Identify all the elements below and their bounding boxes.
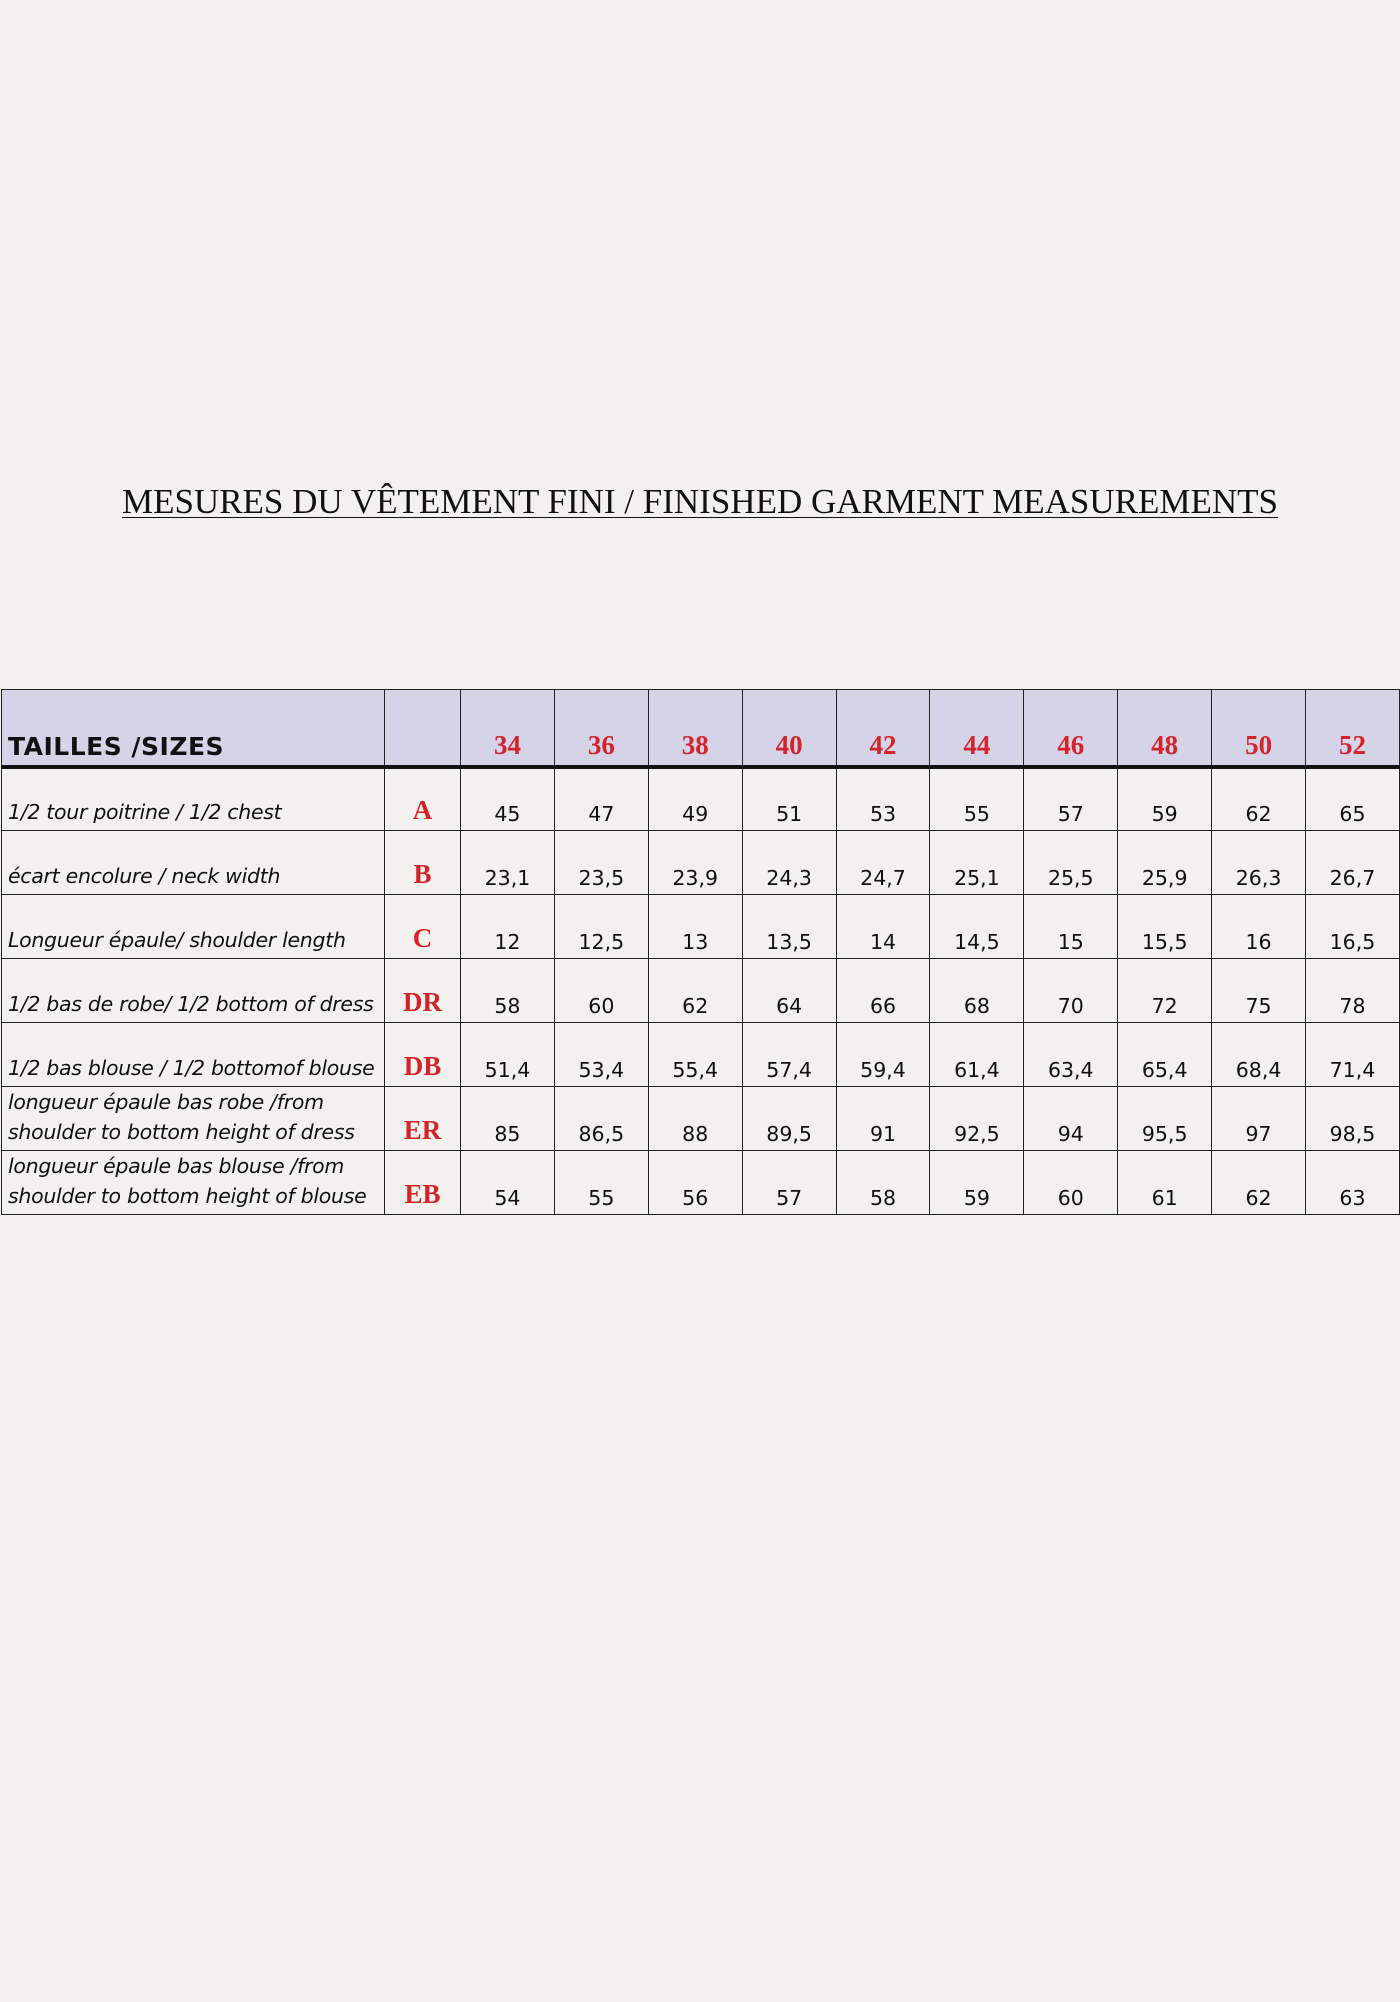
- measurement-value: 14,5: [930, 895, 1024, 959]
- measurement-value: 15,5: [1118, 895, 1212, 959]
- measurement-code: EB: [385, 1151, 461, 1215]
- measurement-label-line: longueur épaule bas blouse /from: [8, 1154, 345, 1178]
- size-header-44: 44: [930, 690, 1024, 767]
- size-header-46: 46: [1024, 690, 1118, 767]
- table-row: [2, 1087, 1400, 1151]
- measurement-code: DR: [385, 959, 461, 1023]
- measurement-value: 49: [648, 767, 742, 831]
- table-row: [2, 1151, 1400, 1215]
- measurement-value: 94: [1024, 1087, 1118, 1151]
- measurement-value: 86,5: [554, 1087, 648, 1151]
- measurement-value: 25,5: [1024, 831, 1118, 895]
- measurement-value: 23,1: [461, 831, 555, 895]
- measurement-value: 62: [1212, 1151, 1306, 1215]
- table-row: [2, 1023, 1400, 1087]
- measurement-label-line: shoulder to bottom height of blouse: [8, 1184, 367, 1208]
- measurement-value: 68: [930, 959, 1024, 1023]
- size-header-38: 38: [648, 690, 742, 767]
- measurement-value: 75: [1212, 959, 1306, 1023]
- measurement-value: 55: [554, 1151, 648, 1215]
- measurement-value: 61,4: [930, 1023, 1024, 1087]
- measurement-code: C: [385, 895, 461, 959]
- measurement-value: 63,4: [1024, 1023, 1118, 1087]
- measurement-value: 25,9: [1118, 831, 1212, 895]
- page-title: MESURES DU VÊTEMENT FINI / FINISHED GARMENT MEASUREMENTS: [121, 482, 1279, 521]
- measurement-label-line: écart encolure / neck width: [8, 864, 281, 888]
- measurement-value: 59,4: [836, 1023, 930, 1087]
- size-header-40: 40: [742, 690, 836, 767]
- measurement-code: A: [385, 767, 461, 831]
- size-header-34: 34: [461, 690, 555, 767]
- measurement-value: 23,9: [648, 831, 742, 895]
- table-body: [2, 767, 1400, 1215]
- measurement-code: DB: [385, 1023, 461, 1087]
- measurement-value: 59: [930, 1151, 1024, 1215]
- table-row: [2, 767, 1400, 831]
- size-header-36: 36: [554, 690, 648, 767]
- measurement-value: 59: [1118, 767, 1212, 831]
- measurement-label-line: longueur épaule bas robe /from: [8, 1090, 324, 1114]
- measurement-value: 95,5: [1118, 1087, 1212, 1151]
- measurement-value: 45: [461, 767, 555, 831]
- measurement-value: 65: [1306, 767, 1400, 831]
- measurement-value: 85: [461, 1087, 555, 1151]
- measurement-label: [2, 1151, 385, 1215]
- measurement-value: 64: [742, 959, 836, 1023]
- measurement-value: 23,5: [554, 831, 648, 895]
- measurement-value: 24,7: [836, 831, 930, 895]
- measurement-value: 89,5: [742, 1087, 836, 1151]
- measurement-value: 97: [1212, 1087, 1306, 1151]
- measurement-value: 68,4: [1212, 1023, 1306, 1087]
- measurement-value: 51,4: [461, 1023, 555, 1087]
- measurement-label: [2, 831, 385, 895]
- size-header-50: 50: [1212, 690, 1306, 767]
- measurement-label-line: 1/2 bas blouse / 1/2 bottomof blouse: [8, 1056, 375, 1080]
- sizes-header-label: TAILLES /SIZES: [2, 690, 385, 767]
- measurement-value: 63: [1306, 1151, 1400, 1215]
- measurement-label: [2, 1087, 385, 1151]
- table-row: [2, 831, 1400, 895]
- measurement-value: 60: [554, 959, 648, 1023]
- size-header-48: 48: [1118, 690, 1212, 767]
- measurement-label-line: Longueur épaule/ shoulder length: [8, 928, 346, 952]
- size-header-52: 52: [1306, 690, 1400, 767]
- measurement-label: [2, 1023, 385, 1087]
- table-row: [2, 895, 1400, 959]
- measurement-code: B: [385, 831, 461, 895]
- measurement-value: 13: [648, 895, 742, 959]
- measurement-value: 24,3: [742, 831, 836, 895]
- code-header-cell: [385, 690, 461, 767]
- measurement-label-line: shoulder to bottom height of dress: [8, 1120, 355, 1144]
- measurement-value: 98,5: [1306, 1087, 1400, 1151]
- measurement-label-line: 1/2 tour poitrine / 1/2 chest: [8, 800, 282, 824]
- measurement-value: 25,1: [930, 831, 1024, 895]
- measurement-value: 70: [1024, 959, 1118, 1023]
- table-row: [2, 959, 1400, 1023]
- measurement-value: 91: [836, 1087, 930, 1151]
- measurement-value: 66: [836, 959, 930, 1023]
- measurement-value: 71,4: [1306, 1023, 1400, 1087]
- measurement-value: 72: [1118, 959, 1212, 1023]
- measurement-value: 57,4: [742, 1023, 836, 1087]
- measurement-value: 62: [648, 959, 742, 1023]
- measurement-value: 26,7: [1306, 831, 1400, 895]
- measurement-value: 26,3: [1212, 831, 1306, 895]
- measurement-value: 12,5: [554, 895, 648, 959]
- measurement-value: 61: [1118, 1151, 1212, 1215]
- measurement-label: [2, 895, 385, 959]
- measurement-value: 65,4: [1118, 1023, 1212, 1087]
- measurement-value: 16,5: [1306, 895, 1400, 959]
- measurement-label: [2, 767, 385, 831]
- measurement-value: 55: [930, 767, 1024, 831]
- measurement-value: 57: [1024, 767, 1118, 831]
- measurement-label-line: 1/2 bas de robe/ 1/2 bottom of dress: [8, 992, 374, 1016]
- measurement-value: 15: [1024, 895, 1118, 959]
- measurement-value: 53,4: [554, 1023, 648, 1087]
- measurement-value: 58: [461, 959, 555, 1023]
- measurement-value: 16: [1212, 895, 1306, 959]
- measurement-label: [2, 959, 385, 1023]
- measurement-value: 13,5: [742, 895, 836, 959]
- measurement-value: 62: [1212, 767, 1306, 831]
- measurement-value: 78: [1306, 959, 1400, 1023]
- measurement-code: ER: [385, 1087, 461, 1151]
- measurement-value: 14: [836, 895, 930, 959]
- measurement-value: 56: [648, 1151, 742, 1215]
- measurement-value: 54: [461, 1151, 555, 1215]
- measurement-value: 92,5: [930, 1087, 1024, 1151]
- measurement-value: 55,4: [648, 1023, 742, 1087]
- header-row: [2, 690, 1400, 767]
- measurement-value: 60: [1024, 1151, 1118, 1215]
- size-header-42: 42: [836, 690, 930, 767]
- measurement-value: 58: [836, 1151, 930, 1215]
- measurement-value: 51: [742, 767, 836, 831]
- measurement-value: 53: [836, 767, 930, 831]
- measurements-table: [1, 689, 1400, 1215]
- measurement-value: 12: [461, 895, 555, 959]
- measurement-value: 88: [648, 1087, 742, 1151]
- measurement-value: 57: [742, 1151, 836, 1215]
- measurement-value: 47: [554, 767, 648, 831]
